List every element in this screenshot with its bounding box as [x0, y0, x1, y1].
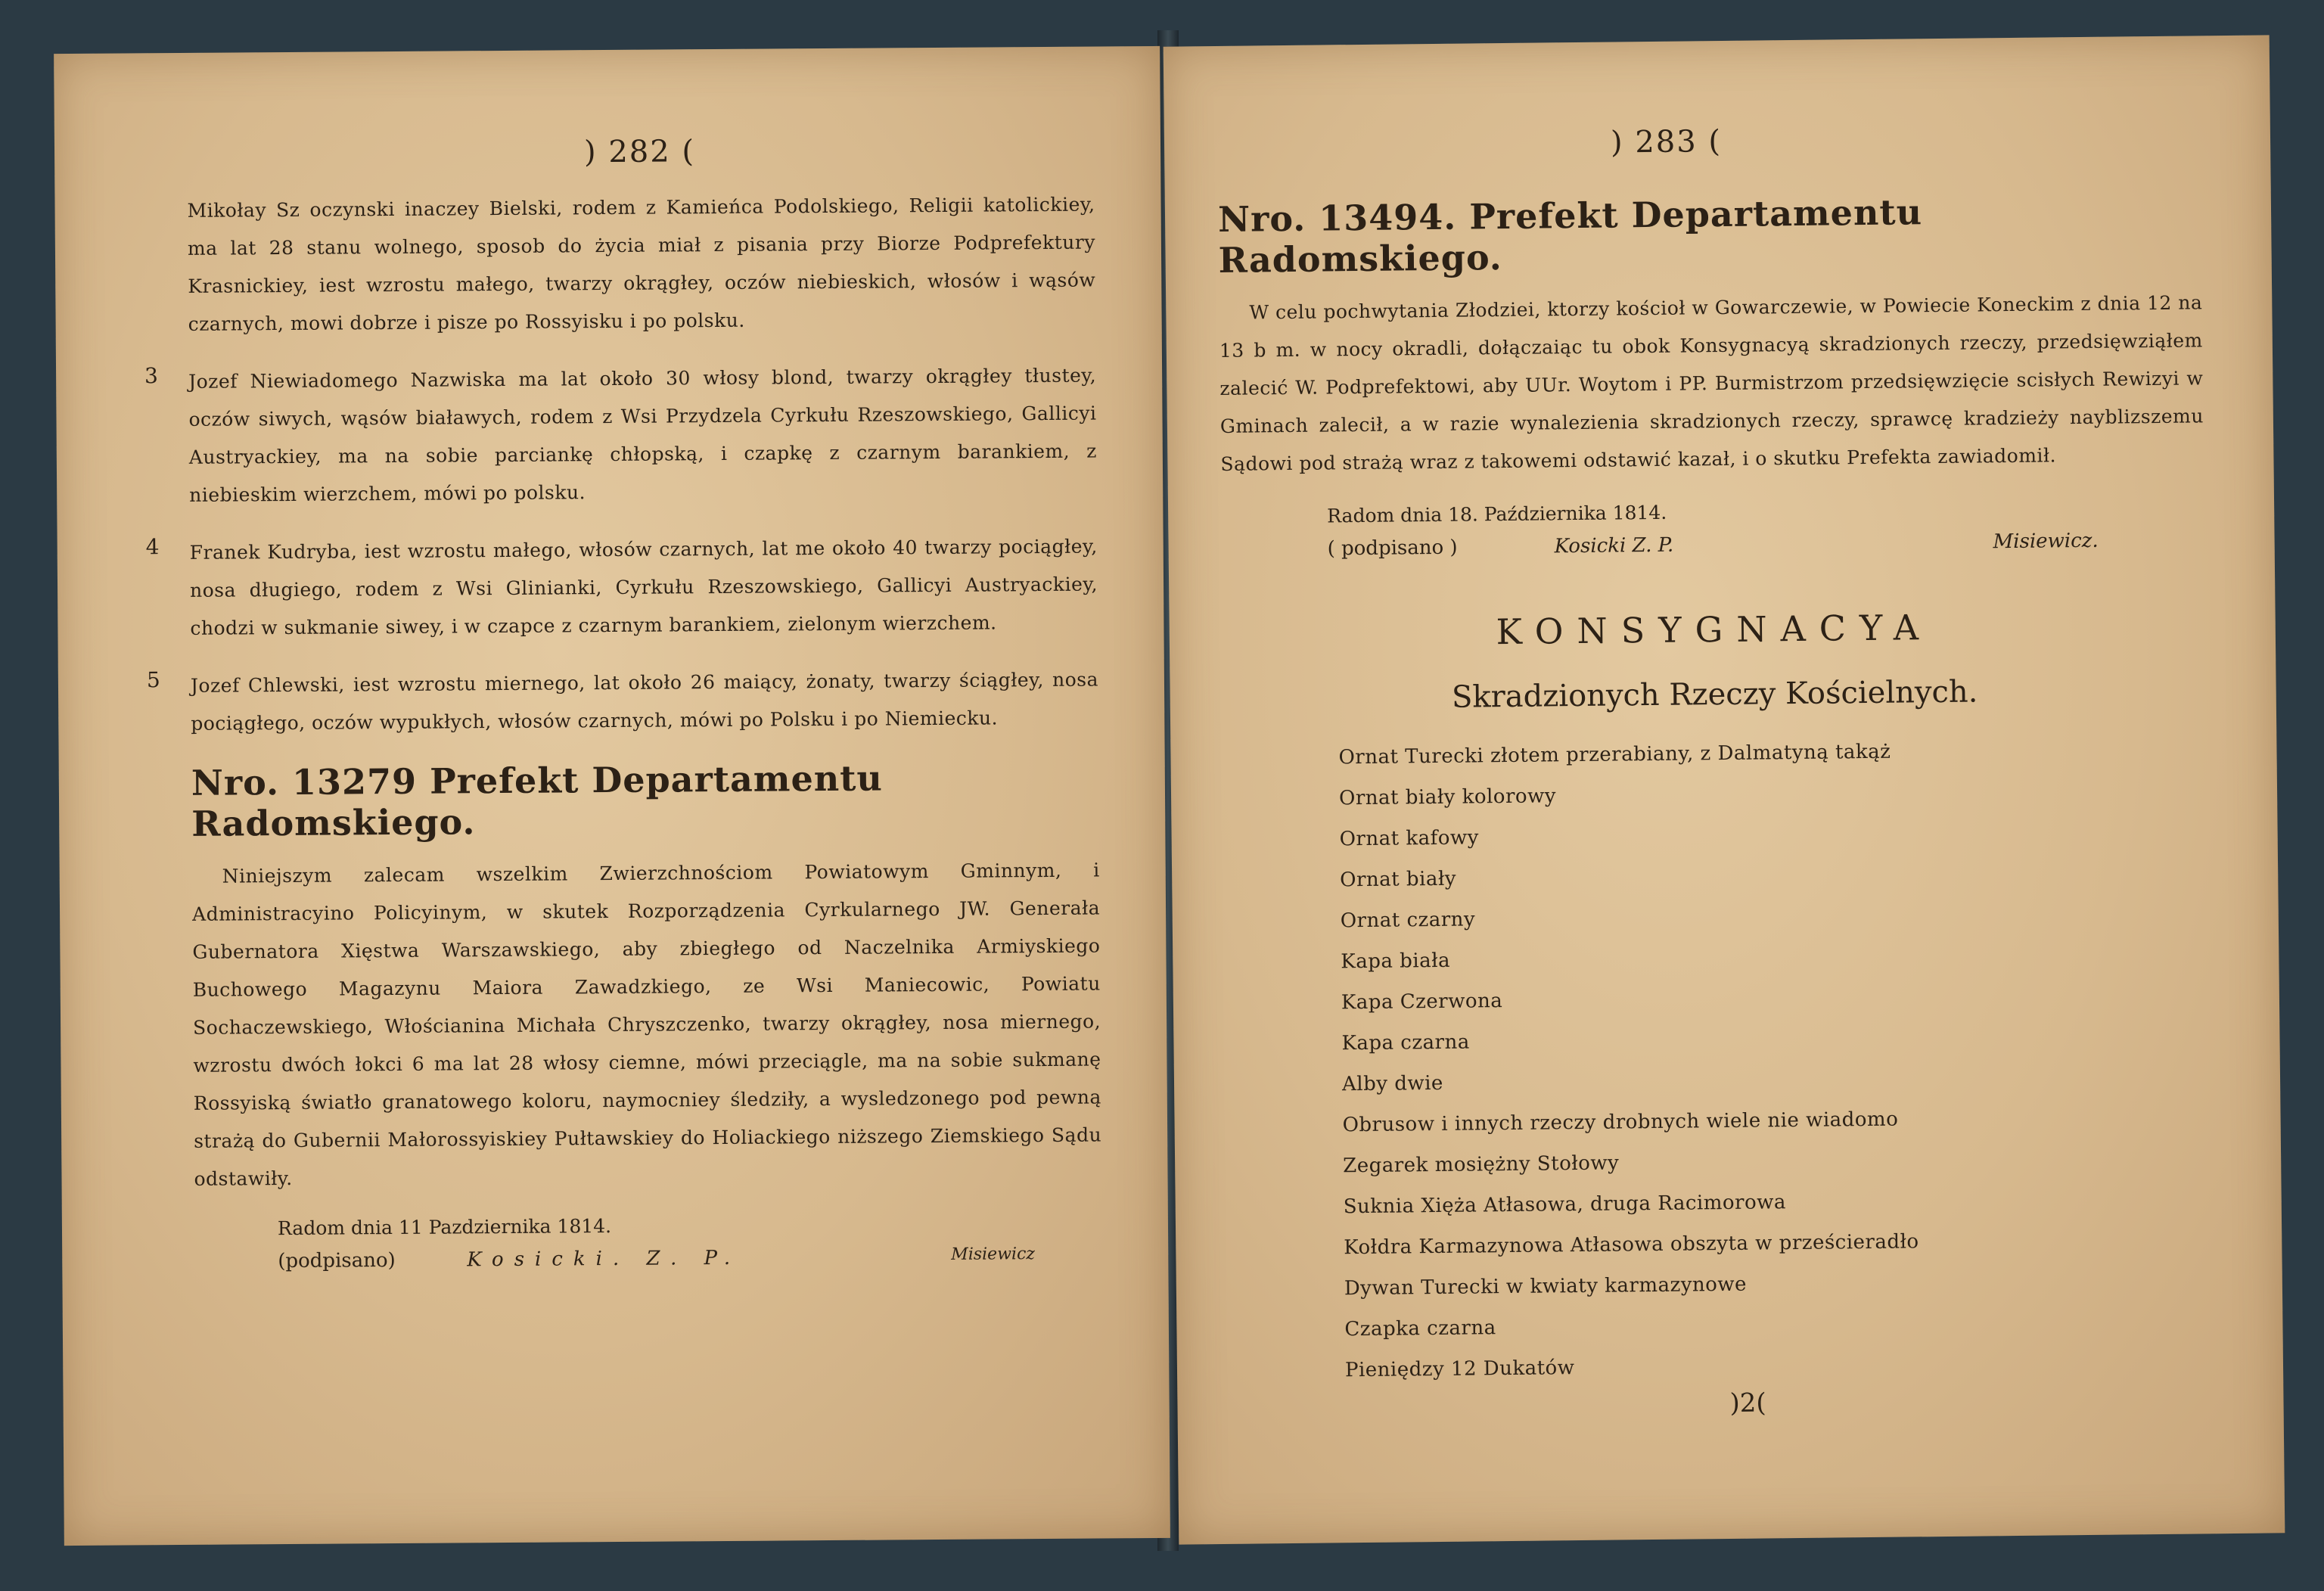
list-item: Dywan Turecki w kwiaty karmazynowe	[1344, 1272, 1748, 1300]
list-item	[145, 528, 1098, 648]
signature-line	[1327, 528, 2204, 567]
entry-number: 5	[146, 667, 160, 693]
page-number-header: ) 283 (	[1610, 123, 1723, 160]
list-item: Suknia Xięża Atłasowa, druga Racimorowa	[1343, 1191, 1787, 1219]
body-paragraph: W celu pochwytania Złodziei, ktorzy kościoł w Gowarczewie, w Powiecie Koneckim z dnia 12 na 13 b m. w nocy okradli, dołączaiąc tu obok Konsygnacyą skradzionych rzeczy, przedsięwziąłem zalecić W. Podprefektowi, aby UUr. Woytom i PP. Burmistrzom przedsięwzięcie scisłych Rewizyi w Gminach zalecił, a w razie wynalezienia skradzionych rzeczy, sprawcę kradzieży nayblizszemu Sądowi pod strażą wraz z takowemi odstawić kazał, i o skutku Prefekta zawiadomił.	[1219, 291, 2204, 475]
list-item: Ornat biały	[1340, 867, 1457, 892]
list-item: Ornat Turecki złotem przerabiany, z Dalmatyną takąż	[1338, 740, 1891, 769]
list-item: Pieniędzy 12 Dukatów	[1344, 1356, 1575, 1382]
left-page	[54, 46, 1170, 1546]
list-item	[144, 357, 1097, 514]
list-item	[187, 186, 1095, 343]
signature-kosicki: Kosicki. Z. P.	[467, 1246, 741, 1272]
list-item: Ornat czarny	[1340, 908, 1476, 933]
date-line: Radom dnia 11 Pazdziernika 1814.	[277, 1215, 612, 1240]
konsygnacya-title: KONSYGNACYA	[1496, 607, 1933, 653]
page-number-header: ) 282 (	[583, 134, 696, 170]
list-item	[146, 661, 1099, 743]
signature-misiewicz: Misiewicz.	[1993, 529, 2099, 554]
list-item: Ornat biały kolorowy	[1338, 785, 1557, 810]
left-page-text	[144, 186, 1102, 1281]
signed-label: ( podpisano )	[1327, 536, 1458, 561]
right-page	[1164, 35, 2285, 1544]
list-item: Kapa biała	[1341, 949, 1451, 974]
list-item: Zegarek mosiężny Stołowy	[1343, 1151, 1620, 1178]
section-heading: Nro. 13279 Prefekt Departamentu Radomskiego.	[191, 757, 884, 844]
right-page-text	[1218, 172, 2214, 1424]
entry-text: Jozef Chlewski, iest wzrostu miernego, lat około 26 maiący, żonaty, twarzy ściągłey, nosa pociągłego, oczów wypukłych, włosów czarnych, mówi po Polsku i po Niemiecku.	[190, 668, 1099, 735]
body-paragraph: Niniejszym zalecam wszelkim Zwierzchnościom Powiatowym Gminnym, i Administracyino Policyinym, w skutek Rozporządzenia Cyrkularnego JW. Generała Gubernatora Xięstwa Warszawskiego, aby zbiegłego od Naczelnika Armiyskiego Buchowego Magazynu Maiora Zawadzkiego, ze Wsi Maniecowic, Powiatu Sochaczewskiego, Włościanina Michała Chryszczenko, twarzy okrągłey, nosa miernego, wzrostu dwóch łokci 6 ma lat 28 włosy ciemne, mówi przeciągle, ma na sobie sukmanę Rossyiską światło granatowego koloru, naymocniey śledziły, a wysledzonego pod pewną strażą do Gubernii Małorossyiskiey Pułtawskiey do Holiackiego niższego Ziemskiego Sądu odstawiły.	[191, 859, 1102, 1190]
konsygnacya-subtitle: Skradzionych Rzeczy Kościelnych.	[1451, 674, 1978, 715]
date-line: Radom dnia 18. Października 1814.	[1327, 501, 1667, 527]
signature-line	[278, 1244, 1102, 1280]
signature-misiewicz: Misiewicz	[951, 1245, 1036, 1264]
entry-text: Mikołay Sz oczynski inaczey Bielski, rodem z Kamieńca Podolskiego, Religii katolickiey, ma lat 28 stanu wolnego, sposob do życia miał z pisania przy Biorze Podprefektury Krasnickiey, iest wzrostu małego, twarzy okrągłey, oczów niebieskich, włosów i wąsów czarnych, mowi dobrze i pisze po Rossyisku i po polsku.	[187, 193, 1096, 335]
section-heading: Nro. 13494. Prefekt Departamentu Radomskiego.	[1217, 191, 1923, 281]
signature-kosicki: Kosicki Z. P.	[1554, 533, 1674, 558]
entry-number: 3	[144, 363, 159, 389]
entry-number: 4	[145, 534, 160, 560]
stolen-items-list	[1223, 728, 2214, 1392]
entry-text: Franek Kudryba, iest wzrostu małego, włosów czarnych, lat me około 40 twarzy pociągłey, nosa długiego, rodem z Wsi Glinianki, Cyrkułu Rzeszowskiego, Gallicyi Austryackiey, chodzi w sukmanie siwey, i w czapce z czarnym barankiem, zielonym wierzchem.	[189, 535, 1098, 639]
signed-label: (podpisano)	[278, 1249, 396, 1273]
list-item: Alby dwie	[1341, 1071, 1443, 1096]
list-item: Czapka czarna	[1344, 1316, 1496, 1341]
list-item: Kapa czarna	[1341, 1030, 1470, 1055]
page-mark: )2(	[1729, 1387, 1766, 1419]
list-item: Kołdra Karmazynowa Atłasowa obszyta w prześcieradło	[1344, 1230, 1919, 1260]
list-item: Ornat kafowy	[1339, 826, 1479, 851]
list-item: Kapa Czerwona	[1341, 990, 1503, 1015]
list-item: Obrusow i innych rzeczy drobnych wiele nie wiadomo	[1342, 1108, 1899, 1137]
entry-text: Jozef Niewiadomego Nazwiska ma lat około 30 włosy blond, twarzy okrągłey tłustey, oczów siwych, wąsów białawych, rodem z Wsi Przydzela Cyrkułu Rzeszowskiego, Gallicyi Austryackiey, ma na sobie parciankę chłopską, i czapkę z czarnym barankiem, z niebieskim wierzchem, mówi po polsku.	[188, 364, 1097, 506]
